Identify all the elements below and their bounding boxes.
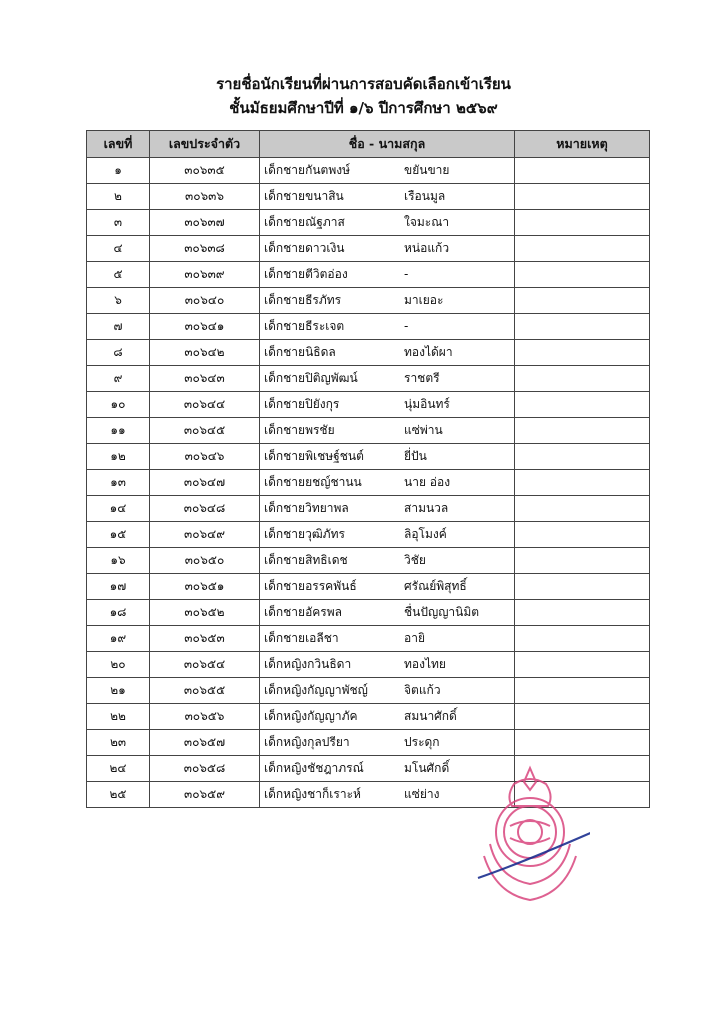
header-student-id: เลขประจำตัว xyxy=(150,131,260,158)
cell-name xyxy=(260,444,515,470)
cell-student-id: ๓๐๖๕๖ xyxy=(150,704,260,730)
table-row xyxy=(87,158,650,184)
cell-no: ๑ xyxy=(87,158,150,184)
table-row xyxy=(87,496,650,522)
cell-name xyxy=(260,236,515,262)
last-name: นาย อ่อง xyxy=(404,475,451,489)
table-row xyxy=(87,366,650,392)
cell-remark xyxy=(515,678,650,704)
cell-name xyxy=(260,548,515,574)
first-name: เด็กชายอรรคพันธ์ xyxy=(264,579,357,593)
cell-no: ๒๑ xyxy=(87,678,150,704)
cell-no: ๓ xyxy=(87,210,150,236)
table-row xyxy=(87,548,650,574)
cell-no: ๑๒ xyxy=(87,444,150,470)
table-row xyxy=(87,704,650,730)
table-row xyxy=(87,210,650,236)
cell-name xyxy=(260,600,515,626)
first-name: เด็กชายดาวเงิน xyxy=(264,241,345,255)
cell-no: ๖ xyxy=(87,288,150,314)
cell-student-id: ๓๐๖๓๖ xyxy=(150,184,260,210)
cell-remark xyxy=(515,626,650,652)
cell-name xyxy=(260,184,515,210)
last-name: เรือนมูล xyxy=(404,189,446,203)
table-row xyxy=(87,236,650,262)
cell-student-id: ๓๐๖๕๔ xyxy=(150,652,260,678)
cell-no: ๒๒ xyxy=(87,704,150,730)
last-name: นุ่มอินทร์ xyxy=(404,397,450,411)
cell-name xyxy=(260,626,515,652)
cell-remark xyxy=(515,210,650,236)
cell-no: ๕ xyxy=(87,262,150,288)
cell-remark xyxy=(515,444,650,470)
cell-remark xyxy=(515,158,650,184)
cell-name xyxy=(260,314,515,340)
cell-remark xyxy=(515,288,650,314)
last-name: ลิอุโมงค์ xyxy=(404,527,447,541)
last-name: หน่อแก้ว xyxy=(404,241,450,255)
cell-no: ๙ xyxy=(87,366,150,392)
cell-student-id: ๓๐๖๕๙ xyxy=(150,782,260,808)
last-name: มาเยอะ xyxy=(404,293,444,307)
first-name: เด็กหญิงชัชฎาภรณ์ xyxy=(264,761,364,775)
first-name: เด็กหญิงชาก็เราะห์ xyxy=(264,787,361,801)
cell-name xyxy=(260,418,515,444)
cell-name xyxy=(260,288,515,314)
cell-no: ๒ xyxy=(87,184,150,210)
first-name: เด็กชายปิยังกุร xyxy=(264,397,340,411)
last-name: ศรัณย์พิสุทธิ์ xyxy=(404,579,467,593)
cell-no: ๑๙ xyxy=(87,626,150,652)
cell-remark xyxy=(515,392,650,418)
table-row xyxy=(87,652,650,678)
cell-remark xyxy=(515,236,650,262)
cell-student-id: ๓๐๖๓๕ xyxy=(150,158,260,184)
last-name: ใจมะณา xyxy=(404,215,450,229)
cell-student-id: ๓๐๖๔๙ xyxy=(150,522,260,548)
first-name: เด็กชายพิเชษฐ์ชนต์ xyxy=(264,449,364,463)
last-name: ประดุก xyxy=(404,735,440,749)
cell-remark xyxy=(515,652,650,678)
table-row xyxy=(87,470,650,496)
table-row xyxy=(87,678,650,704)
last-name: - xyxy=(404,319,409,333)
school-seal xyxy=(470,760,590,910)
cell-remark xyxy=(515,704,650,730)
first-name: เด็กชายวิทยาพล xyxy=(264,501,349,515)
cell-remark xyxy=(515,574,650,600)
cell-student-id: ๓๐๖๕๐ xyxy=(150,548,260,574)
cell-name xyxy=(260,262,515,288)
first-name: เด็กหญิงกัญญาภัค xyxy=(264,709,358,723)
first-name: เด็กชายกันตพงษ์ xyxy=(264,163,351,177)
last-name: แซ่ย่าง xyxy=(404,787,440,801)
last-name: มโนศักดิ์ xyxy=(404,761,450,775)
first-name: เด็กชายธีรภัทร xyxy=(264,293,342,307)
cell-no: ๒๕ xyxy=(87,782,150,808)
table-row xyxy=(87,418,650,444)
cell-remark xyxy=(515,548,650,574)
cell-no: ๑๔ xyxy=(87,496,150,522)
first-name: เด็กชายตีวิตอ่อง xyxy=(264,267,348,281)
cell-no: ๒๐ xyxy=(87,652,150,678)
last-name: ราชตรี xyxy=(404,371,440,385)
cell-name xyxy=(260,158,515,184)
header-no: เลขที่ xyxy=(87,131,150,158)
cell-name xyxy=(260,392,515,418)
last-name: ขยันขาย xyxy=(404,163,450,177)
cell-no: ๗ xyxy=(87,314,150,340)
cell-remark xyxy=(515,730,650,756)
cell-remark xyxy=(515,600,650,626)
table-header-row xyxy=(87,131,650,158)
cell-remark xyxy=(515,184,650,210)
cell-student-id: ๓๐๖๔๗ xyxy=(150,470,260,496)
cell-remark xyxy=(515,470,650,496)
table-row xyxy=(87,730,650,756)
first-name: เด็กหญิงกัญญาพัชญ์ xyxy=(264,683,368,697)
last-name: - xyxy=(404,267,409,281)
cell-no: ๑๗ xyxy=(87,574,150,600)
cell-name xyxy=(260,496,515,522)
last-name: ยี่ปัน xyxy=(404,449,427,463)
document-subtitle: ชั้นมัธยมศึกษาปีที่ ๑/๖ ปีการศึกษา ๒๕๖๙ xyxy=(229,99,498,117)
first-name: เด็กหญิงกวินธิดา xyxy=(264,657,352,671)
cell-name xyxy=(260,340,515,366)
cell-student-id: ๓๐๖๔๘ xyxy=(150,496,260,522)
first-name: เด็กชายธีระเจต xyxy=(264,319,345,333)
cell-name xyxy=(260,652,515,678)
table-row xyxy=(87,626,650,652)
table-row xyxy=(87,444,650,470)
cell-remark xyxy=(515,262,650,288)
cell-name xyxy=(260,574,515,600)
cell-name xyxy=(260,366,515,392)
cell-no: ๑๑ xyxy=(87,418,150,444)
cell-student-id: ๓๐๖๔๓ xyxy=(150,366,260,392)
cell-student-id: ๓๐๖๕๗ xyxy=(150,730,260,756)
last-name: แซ่พ่าน xyxy=(404,423,443,437)
first-name: เด็กชายขนาสิน xyxy=(264,189,344,203)
cell-name xyxy=(260,730,515,756)
student-table xyxy=(86,130,650,808)
first-name: เด็กชายเอลีชา xyxy=(264,631,339,645)
first-name: เด็กชายสิทธิเดช xyxy=(264,553,348,567)
signature-stroke xyxy=(478,820,590,878)
table-row xyxy=(87,184,650,210)
cell-remark xyxy=(515,340,650,366)
cell-no: ๑๘ xyxy=(87,600,150,626)
table-row xyxy=(87,600,650,626)
cell-name xyxy=(260,210,515,236)
table-row xyxy=(87,522,650,548)
cell-student-id: ๓๐๖๔๕ xyxy=(150,418,260,444)
cell-remark xyxy=(515,366,650,392)
last-name: วิชัย xyxy=(404,553,426,567)
cell-no: ๑๐ xyxy=(87,392,150,418)
table-row xyxy=(87,288,650,314)
cell-student-id: ๓๐๖๕๘ xyxy=(150,756,260,782)
cell-student-id: ๓๐๖๓๘ xyxy=(150,236,260,262)
cell-remark xyxy=(515,522,650,548)
first-name: เด็กชายวุฒิภัทร xyxy=(264,527,345,541)
table-body xyxy=(87,158,650,808)
header-remark: หมายเหตุ xyxy=(515,131,650,158)
last-name: ทองได้ผา xyxy=(404,345,453,359)
table-row xyxy=(87,314,650,340)
cell-no: ๔ xyxy=(87,236,150,262)
cell-student-id: ๓๐๖๔๔ xyxy=(150,392,260,418)
last-name: ชื่นปัญญานิมิต xyxy=(404,605,480,619)
cell-name xyxy=(260,704,515,730)
first-name: เด็กชายณัฐภาส xyxy=(264,215,345,229)
first-name: เด็กชายนิธิดล xyxy=(264,345,336,359)
cell-student-id: ๓๐๖๔๑ xyxy=(150,314,260,340)
table-row xyxy=(87,340,650,366)
table-row xyxy=(87,392,650,418)
cell-student-id: ๓๐๖๔๐ xyxy=(150,288,260,314)
cell-student-id: ๓๐๖๓๙ xyxy=(150,262,260,288)
header-name: ชื่อ - นามสกุล xyxy=(260,131,515,158)
last-name: สมนาศักดิ์ xyxy=(404,709,457,723)
cell-student-id: ๓๐๖๕๑ xyxy=(150,574,260,600)
first-name: เด็กชายปิติญพัฒน์ xyxy=(264,371,358,385)
first-name: เด็กชายอัครพล xyxy=(264,605,343,619)
last-name: อายิ xyxy=(404,631,425,645)
document-title: รายชื่อนักเรียนที่ผ่านการสอบคัดเลือกเข้าเรียน xyxy=(216,75,511,93)
cell-no: ๘ xyxy=(87,340,150,366)
cell-name xyxy=(260,522,515,548)
cell-student-id: ๓๐๖๔๖ xyxy=(150,444,260,470)
first-name: เด็กชายพรชัย xyxy=(264,423,335,437)
last-name: ทองไทย xyxy=(404,657,446,671)
first-name: เด็กชายยชญ์ชานน xyxy=(264,475,362,489)
last-name: สามนวล xyxy=(404,501,449,515)
first-name: เด็กหญิงกุลปรียา xyxy=(264,735,350,749)
cell-name xyxy=(260,678,515,704)
cell-name xyxy=(260,470,515,496)
cell-remark xyxy=(515,418,650,444)
cell-no: ๒๓ xyxy=(87,730,150,756)
cell-student-id: ๓๐๖๕๕ xyxy=(150,678,260,704)
cell-no: ๑๕ xyxy=(87,522,150,548)
table-row xyxy=(87,574,650,600)
table-row xyxy=(87,262,650,288)
cell-student-id: ๓๐๖๓๗ xyxy=(150,210,260,236)
last-name: จิตแก้ว xyxy=(404,683,441,697)
cell-remark xyxy=(515,314,650,340)
cell-student-id: ๓๐๖๕๓ xyxy=(150,626,260,652)
cell-student-id: ๓๐๖๔๒ xyxy=(150,340,260,366)
cell-student-id: ๓๐๖๕๒ xyxy=(150,600,260,626)
cell-no: ๒๔ xyxy=(87,756,150,782)
cell-remark xyxy=(515,496,650,522)
cell-no: ๑๖ xyxy=(87,548,150,574)
cell-no: ๑๓ xyxy=(87,470,150,496)
